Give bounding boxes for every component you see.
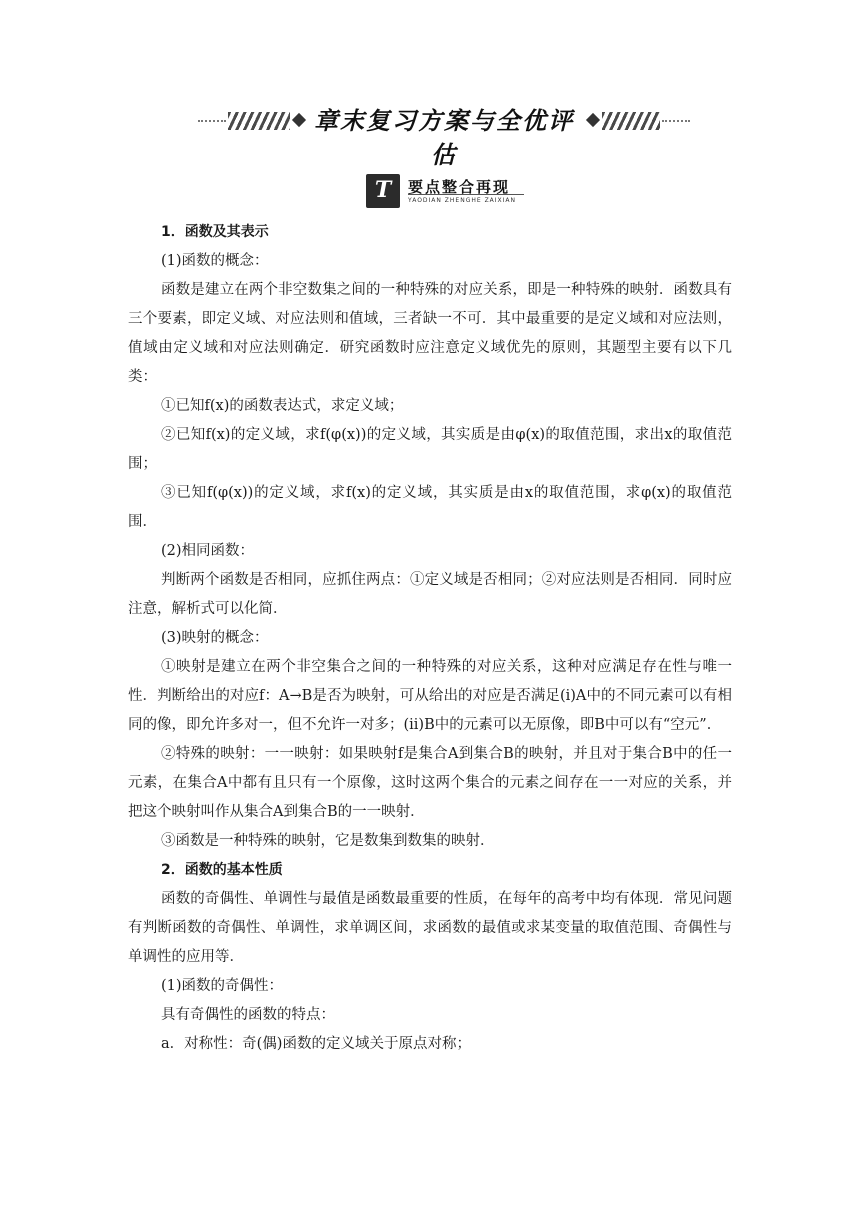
subheading-parity: (1)函数的奇偶性： — [161, 978, 284, 994]
section-title-rule — [408, 194, 524, 195]
banner-dotted-rule-left — [198, 120, 226, 122]
banner-stripes-left — [228, 112, 290, 130]
banner-dotted-rule-right — [662, 120, 690, 122]
subheading-mapping-concept: (3)映射的概念： — [161, 630, 269, 646]
subheading-same-function: (2)相同函数： — [161, 543, 255, 559]
paragraph-mapping-3: ③函数是一种特殊的映射，它是数集到数集的映射． — [161, 833, 495, 849]
section-title: 要点整合再现 — [408, 178, 511, 196]
chapter-title: 章末复习方案与全优评估 — [314, 107, 574, 169]
banner-diamond-left-icon — [292, 113, 306, 127]
paragraph-same-function: 判断两个函数是否相同，应抓住两点：①定义域是否相同；②对应法则是否相同．同时应注意，解析式可以化简． — [128, 572, 732, 617]
section-heading-logo — [366, 172, 526, 212]
subheading-function-concept: (1)函数的概念： — [161, 253, 269, 269]
paragraph-mapping-1: ①映射是建立在两个非空集合之间的一种特殊的对应关系，这种对应满足存在性与唯一性．判断给出的对应f：A→B是否为映射，可从给出的对应是否满足(i)A中的不同元素可以有相同的像，即允许多对一，但不允许一对多；(ii)B中的元素可以无原像，即B中可以有“空元”． — [128, 659, 732, 733]
paragraph-mapping-2: ②特殊的映射：一一映射：如果映射f是集合A到集合B的映射，并且对于集合B中的任一元素，在集合A中都有且只有一个原像，这时这两个集合的元素之间存在一一对应的关系，并把这个映射叫作从集合A到集合B的一一映射． — [128, 746, 732, 820]
banner-diamond-right-icon — [586, 113, 600, 127]
chapter-banner — [198, 104, 690, 169]
paragraph-function-definition: 函数是建立在两个非空数集之间的一种特殊的对应关系，即是一种特殊的映射．函数具有三个要素，即定义域、对应法则和值域，三者缺一不可．其中最重要的是定义域和对应法则，值域由定义域和对应法则确定．研究函数时应注意定义域优先的原则，其题型主要有以下几类： — [128, 282, 732, 385]
paragraph-properties: 函数的奇偶性、单调性与最值是函数最重要的性质，在每年的高考中均有体现．常见问题有判断函数的奇偶性、单调性，求单调区间，求函数的最值或求某变量的取值范围、奇偶性与单调性的应用等． — [128, 891, 732, 965]
list-item-domain-2: ②已知f(x)的定义域，求f(φ(x))的定义域，其实质是由φ(x)的取值范围，求出x的取值范围； — [128, 427, 732, 472]
heading-functions: 1．函数及其表示 — [161, 224, 269, 240]
section-badge-icon: T — [366, 174, 400, 208]
heading-basic-properties: 2．函数的基本性质 — [161, 862, 283, 878]
document-body — [128, 218, 732, 1059]
list-item-symmetry: a．对称性：奇(偶)函数的定义域关于原点对称； — [161, 1036, 471, 1052]
list-item-domain-3: ③已知f(φ(x))的定义域，求f(x)的定义域，其实质是由x的取值范围，求φ(x)的取值范围． — [128, 485, 732, 530]
list-item-domain-1: ①已知f(x)的函数表达式，求定义域； — [161, 398, 404, 414]
paragraph-parity-features: 具有奇偶性的函数的特点： — [161, 1007, 335, 1023]
section-subtitle: YAODIAN ZHENGHE ZAIXIAN — [408, 197, 517, 204]
banner-stripes-right — [602, 112, 660, 130]
